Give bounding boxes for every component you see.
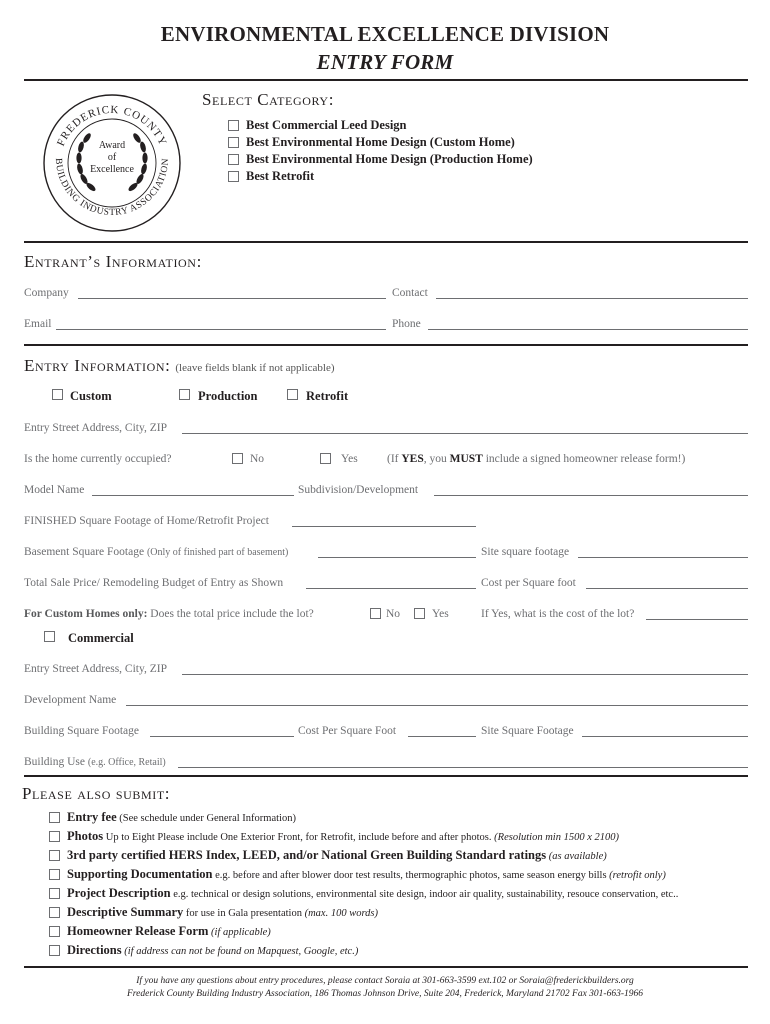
category-checkbox-commercial-leed[interactable] — [228, 120, 239, 131]
submit-item-photos-desc: Up to Eight Please include One Exterior Front, for Retrofit, include before and after photos. — [103, 832, 492, 843]
seal-award-line1: Award — [98, 140, 126, 151]
submit-item-descriptive-summary-title: Descriptive Summary — [67, 905, 184, 919]
release-notice-post: include a signed homeowner release form!) — [482, 453, 686, 465]
commercial-cost-sqft-label: Cost Per Square Foot — [298, 725, 397, 737]
finished-sqft-label: FINISHED Square Footage of Home/Retrofit Project — [24, 515, 269, 527]
custom-homes-lot-question — [24, 608, 314, 620]
building-sqft-label: Building Square Footage — [24, 725, 139, 737]
commercial-street-label: Entry Street Address, City, ZIP — [24, 663, 167, 675]
type-checkbox-retrofit[interactable] — [287, 389, 298, 400]
submit-checkbox-photos[interactable] — [49, 831, 60, 842]
submit-item-directions — [67, 943, 358, 958]
basement-sqft-label — [24, 546, 288, 558]
company-field[interactable] — [78, 298, 386, 299]
submit-item-supporting-docs-note: (retrofit only) — [606, 870, 666, 881]
submit-item-photos-title: Photos — [67, 829, 104, 843]
submit-item-photos-note: (Resolution min 1500 x 2100) — [491, 832, 619, 843]
submit-item-descriptive-summary-note: (max. 100 words) — [301, 908, 378, 919]
category-checkbox-production-home[interactable] — [228, 154, 239, 165]
submit-item-entry-fee — [67, 810, 296, 825]
site-sqft-label: Site square footage — [481, 546, 570, 558]
footer-address-line: Frederick County Building Industry Association, 186 Thomas Johnson Drive, Suite 204, Frederick, Maryland 21702 Fax 301-663-1966 — [126, 989, 643, 999]
category-checkbox-retrofit[interactable] — [228, 171, 239, 182]
submit-item-entry-fee-title: Entry fee — [67, 810, 117, 824]
header-rule — [24, 79, 748, 81]
release-notice-mid: , you — [423, 453, 450, 465]
submit-checkbox-project-description[interactable] — [49, 888, 60, 899]
phone-label: Phone — [392, 318, 421, 330]
please-submit-heading: Please also submit: — [22, 784, 171, 803]
type-label-commercial: Commercial — [68, 631, 134, 645]
submit-item-photos — [67, 829, 619, 844]
submit-item-ratings — [67, 848, 607, 863]
submit-item-project-description — [67, 886, 678, 901]
finished-sqft-field[interactable] — [292, 526, 476, 527]
email-label: Email — [24, 318, 52, 330]
building-sqft-field[interactable] — [150, 736, 294, 737]
occupied-yes-label: Yes — [341, 453, 358, 465]
submit-item-release-form-title: Homeowner Release Form — [67, 924, 209, 938]
submit-item-entry-fee-desc: (See schedule under General Information) — [116, 813, 296, 824]
seal-award-line2: of — [107, 152, 117, 163]
model-name-field[interactable] — [92, 495, 294, 496]
entry-info-heading-text: Entry Information: — [24, 356, 171, 375]
site-sqft-field[interactable] — [578, 557, 748, 558]
submit-item-descriptive-summary — [67, 905, 378, 920]
entry-street-field[interactable] — [182, 433, 748, 434]
submit-checkbox-supporting-docs[interactable] — [49, 869, 60, 880]
seal-award-line3: Excellence — [90, 164, 134, 175]
submit-checkbox-directions[interactable] — [49, 945, 60, 956]
cost-sqft-label: Cost per Square foot — [481, 577, 576, 589]
basement-sqft-label-text: Basement Square Footage — [24, 546, 145, 558]
release-notice-must: MUST — [449, 453, 483, 465]
basement-sqft-field[interactable] — [318, 557, 476, 558]
entry-street-label: Entry Street Address, City, ZIP — [24, 422, 167, 434]
category-label-retrofit: Best Retrofit — [246, 169, 315, 183]
building-use-field[interactable] — [178, 767, 748, 768]
email-field[interactable] — [56, 329, 386, 330]
category-checkbox-custom-home[interactable] — [228, 137, 239, 148]
occupied-label: Is the home currently occupied? — [24, 453, 172, 465]
type-label-production: Production — [198, 389, 258, 403]
type-checkbox-production[interactable] — [179, 389, 190, 400]
building-use-label-text: Building Use — [24, 756, 86, 768]
category-label-production-home: Best Environmental Home Design (Production Home) — [246, 152, 533, 166]
form-subtitle: ENTRY FORM — [316, 50, 454, 74]
footer-contact-line: If you have any questions about entry procedures, please contact Soraia at 301-663-3599 ext.102 or Soraia@frederickbuilders.org — [136, 976, 634, 986]
cost-sqft-field[interactable] — [586, 588, 748, 589]
total-price-label: Total Sale Price/ Remodeling Budget of Entry as Shown — [24, 577, 284, 589]
building-use-label — [24, 756, 166, 768]
select-category-heading: Select Category: — [202, 90, 335, 109]
seal-ring-top: FREDERICK COUNTY — [54, 103, 170, 148]
commercial-site-sqft-label: Site Square Footage — [481, 725, 574, 737]
submit-item-supporting-docs-desc: e.g. before and after blower door test results, thermographic photos, same season energy bills — [212, 870, 607, 881]
entry-info-note: (leave fields blank if not applicable) — [175, 362, 335, 374]
submit-item-ratings-title: 3rd party certified HERS Index, LEED, and/or National Green Building Standard ratings — [67, 848, 547, 862]
model-name-label: Model Name — [24, 484, 85, 496]
association-seal-logo — [42, 93, 182, 233]
contact-field[interactable] — [436, 298, 748, 299]
entrant-info-heading: Entrant’s Information: — [24, 252, 202, 271]
occupied-yes-checkbox[interactable] — [320, 453, 331, 464]
building-use-note: (e.g. Office, Retail) — [87, 757, 166, 768]
release-form-notice — [387, 453, 685, 465]
form-title: ENVIRONMENTAL EXCELLENCE DIVISION — [160, 22, 610, 46]
submit-item-directions-note: (if address can not be found on Mapquest, Google, etc.) — [121, 946, 359, 957]
lot-included-yes-label: Yes — [432, 608, 449, 620]
submit-item-project-description-desc: e.g. technical or design solutions, environmental site design, indoor air quality, sustainability, resouce conservation, etc.. — [170, 889, 679, 900]
phone-field[interactable] — [428, 329, 748, 330]
submit-item-release-form-note: (if applicable) — [208, 927, 271, 938]
submit-item-supporting-docs — [67, 867, 666, 882]
contact-label: Contact — [392, 287, 428, 299]
commercial-cost-sqft-field[interactable] — [408, 736, 476, 737]
submit-item-ratings-note: (as available) — [546, 851, 607, 862]
submit-checkbox-entry-fee[interactable] — [49, 812, 60, 823]
category-label-custom-home: Best Environmental Home Design (Custom Home) — [246, 135, 515, 149]
lot-included-no-checkbox[interactable] — [370, 608, 381, 619]
commercial-street-field[interactable] — [182, 674, 748, 675]
lot-cost-field[interactable] — [646, 619, 748, 620]
release-notice-yes: YES — [401, 453, 424, 465]
submit-item-project-description-title: Project Description — [67, 886, 171, 900]
subdivision-field[interactable] — [434, 495, 748, 496]
type-label-retrofit: Retrofit — [306, 389, 349, 403]
basement-sqft-note: (Only of finished part of basement) — [146, 547, 289, 558]
submit-item-release-form — [67, 924, 271, 939]
submit-item-directions-title: Directions — [67, 943, 122, 957]
custom-homes-only-label: For Custom Homes only: — [24, 608, 148, 620]
lot-included-yes-checkbox[interactable] — [414, 608, 425, 619]
submit-checkbox-release-form[interactable] — [49, 926, 60, 937]
entrant-rule — [24, 344, 748, 346]
lot-cost-label: If Yes, what is the cost of the lot? — [481, 608, 635, 620]
subdivision-label: Subdivision/Development — [298, 484, 419, 496]
commercial-site-sqft-field[interactable] — [582, 736, 748, 737]
lot-included-no-label: No — [386, 608, 401, 620]
company-label: Company — [24, 287, 69, 299]
category-rule — [24, 241, 748, 243]
submit-item-descriptive-summary-desc: for use in Gala presentation — [183, 908, 302, 919]
submit-rule — [24, 966, 748, 968]
type-checkbox-custom[interactable] — [52, 389, 63, 400]
occupied-no-checkbox[interactable] — [232, 453, 243, 464]
release-notice-pre: (If — [387, 453, 402, 465]
type-checkbox-commercial[interactable] — [44, 631, 55, 642]
submit-checkbox-descriptive-summary[interactable] — [49, 907, 60, 918]
occupied-no-label: No — [250, 453, 265, 465]
custom-homes-lot-text: Does the total price include the lot? — [150, 608, 314, 620]
submit-item-supporting-docs-title: Supporting Documentation — [67, 867, 213, 881]
development-name-field[interactable] — [126, 705, 748, 706]
type-label-custom: Custom — [70, 389, 112, 403]
entry-rule — [24, 775, 748, 777]
submit-checkbox-ratings[interactable] — [49, 850, 60, 861]
category-label-commercial-leed: Best Commercial Leed Design — [246, 118, 407, 132]
total-price-field[interactable] — [306, 588, 476, 589]
entry-info-heading — [24, 356, 335, 376]
seal-ring-bottom: BUILDING INDUSTRY ASSOCIATION — [52, 157, 172, 219]
development-name-label: Development Name — [24, 694, 117, 706]
